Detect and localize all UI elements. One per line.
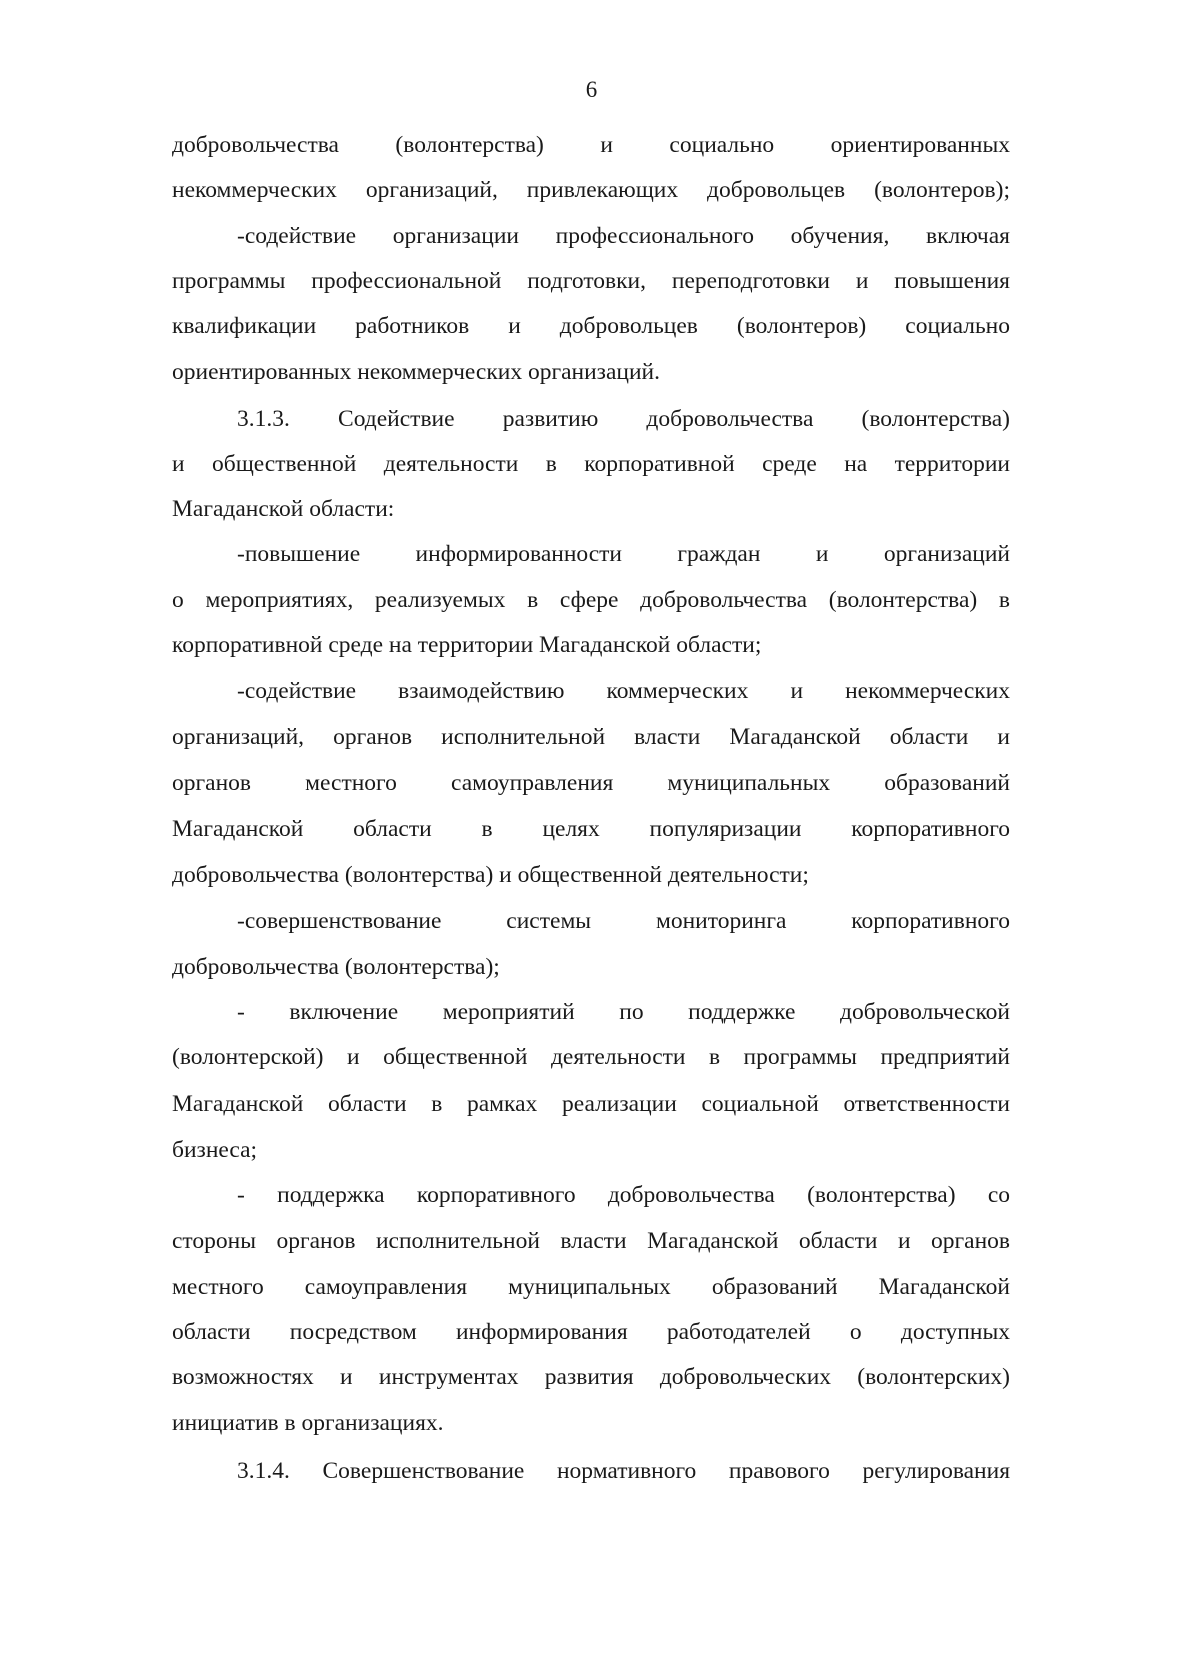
text-line: добровольчества (волонтерства) и социально ориентированных: [172, 132, 1010, 158]
text-line: организаций, органов исполнительной власти Магаданской области и: [172, 724, 1010, 750]
text-line: инициатив в организациях.: [172, 1410, 444, 1436]
text-line: ориентированных некоммерческих организаций.: [172, 359, 661, 385]
text-line: и общественной деятельности в корпоративной среде на территории: [172, 451, 1010, 477]
paragraph-first-line: -содействие организации профессионального обучения, включая: [237, 223, 1010, 249]
text-line: добровольчества (волонтерства) и общественной деятельности;: [172, 862, 809, 888]
page-number: 6: [585, 77, 598, 102]
paragraph-first-line: -совершенствование системы мониторинга корпоративного: [237, 908, 1010, 934]
text-line: о мероприятиях, реализуемых в сфере добровольчества (волонтерства) в: [172, 587, 1010, 613]
text-line: (волонтерской) и общественной деятельности в программы предприятий: [172, 1044, 1010, 1070]
text-line: программы профессиональной подготовки, переподготовки и повышения: [172, 268, 1010, 294]
text-line: возможностях и инструментах развития добровольческих (волонтерских): [172, 1364, 1010, 1390]
text-line: добровольчества (волонтерства);: [172, 954, 500, 980]
paragraph-first-line: -повышение информированности граждан и организаций: [237, 541, 1010, 567]
text-line: области посредством информирования работодателей о доступных: [172, 1319, 1010, 1345]
text-line: Магаданской области в рамках реализации социальной ответственности: [172, 1091, 1010, 1117]
paragraph-first-line: - включение мероприятий по поддержке добровольческой: [237, 999, 1010, 1025]
paragraph-first-line: 3.1.4. Совершенствование нормативного правового регулирования: [237, 1458, 1010, 1484]
text-line: Магаданской области:: [172, 496, 395, 522]
text-line: некоммерческих организаций, привлекающих добровольцев (волонтеров);: [172, 177, 1010, 203]
text-line: местного самоуправления муниципальных образований Магаданской: [172, 1274, 1010, 1300]
text-line: органов местного самоуправления муниципальных образований: [172, 770, 1010, 796]
text-line: Магаданской области в целях популяризации корпоративного: [172, 816, 1010, 842]
paragraph-first-line: 3.1.3. Содействие развитию добровольчества (волонтерства): [237, 406, 1010, 432]
text-line: квалификации работников и добровольцев (волонтеров) социально: [172, 313, 1010, 339]
text-line: корпоративной среде на территории Магаданской области;: [172, 632, 762, 658]
text-line: бизнеса;: [172, 1137, 258, 1163]
paragraph-first-line: - поддержка корпоративного добровольчества (волонтерства) со: [237, 1182, 1010, 1208]
text-line: стороны органов исполнительной власти Магаданской области и органов: [172, 1228, 1010, 1254]
paragraph-first-line: -содействие взаимодействию коммерческих и некоммерческих: [237, 678, 1010, 704]
